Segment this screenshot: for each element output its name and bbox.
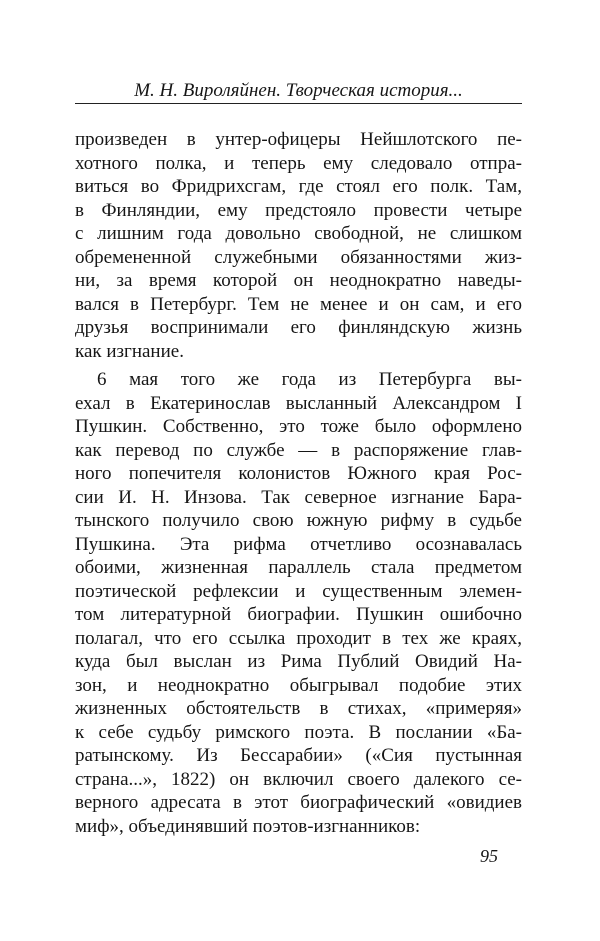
text-line: друзья воспринимали его финляндскую жизнь [75, 317, 522, 338]
text-line: виться во Фридрихсгам, где стоял его полк. Там, [75, 176, 522, 197]
text-line: вался в Петербург. Тем не менее и он сам, и его [75, 293, 522, 315]
text-line: тынского получило свою южную рифму в судьбе [75, 510, 522, 531]
text-line: зон, и неоднократно обыгрывал подобие этих [75, 674, 522, 696]
text-line: сии И. Н. Инзова. Так северное изгнание Бара- [75, 486, 522, 508]
text-line: ратынскому. Из Бессарабии» («Сия пустынная [75, 745, 522, 766]
body-text [75, 128, 522, 838]
text-line: 6 мая того же года из Петербурга вы- [97, 369, 522, 390]
text-line: к себе судьбу римского поэта. В послании «Ба- [75, 721, 522, 743]
text-line: ехал в Екатеринослав высланный Александром I [75, 392, 522, 414]
text-line: как изгнание. [75, 340, 184, 362]
paragraph [75, 128, 522, 363]
paragraph [75, 368, 522, 838]
text-line: обремененной служебными обязанностями жиз- [75, 246, 522, 268]
text-line: том литературной биографии. Пушкин ошибочно [75, 604, 522, 625]
text-line: ного попечителя колонистов Южного края Рос- [75, 463, 522, 484]
page-number: 95 [480, 846, 498, 866]
header-rule [75, 103, 522, 104]
text-line: страна...», 1822) он включил своего далекого се- [75, 768, 522, 790]
text-line: обоими, жизненная параллель стала предметом [75, 557, 522, 578]
text-line: жизненных обстоятельств в стихах, «примеряя» [75, 698, 522, 719]
text-line: Пушкин. Собственно, это тоже было оформлено [75, 416, 522, 437]
text-line: хотного полка, и теперь ему следовало отпра- [75, 152, 522, 174]
text-line: ни, за время которой он неоднократно наведы- [75, 270, 522, 291]
text-line: миф», объединявший поэтов-изгнанников: [75, 815, 421, 837]
text-line: куда был выслан из Рима Публий Овидий На- [75, 651, 522, 672]
running-header: М. Н. Вироляйнен. Творческая история... [134, 80, 463, 101]
text-line: с лишним года довольно свободной, не слишком [75, 223, 522, 244]
text-line: верного адресата в этот биографический «овидиев [75, 792, 522, 813]
text-line: полагал, что его ссылка проходит в тех же краях, [75, 627, 522, 649]
text-line: поэтической рефлексии и существенным элемен- [75, 580, 522, 602]
text-line: в Финляндии, ему предстояло провести четыре [75, 199, 522, 221]
text-line: как перевод по службе — в распоряжение глав- [75, 439, 522, 461]
text-line: произведен в унтер-офицеры Нейшлотского пе- [75, 129, 522, 150]
text-line: Пушкина. Эта рифма отчетливо осознавалась [75, 533, 522, 555]
